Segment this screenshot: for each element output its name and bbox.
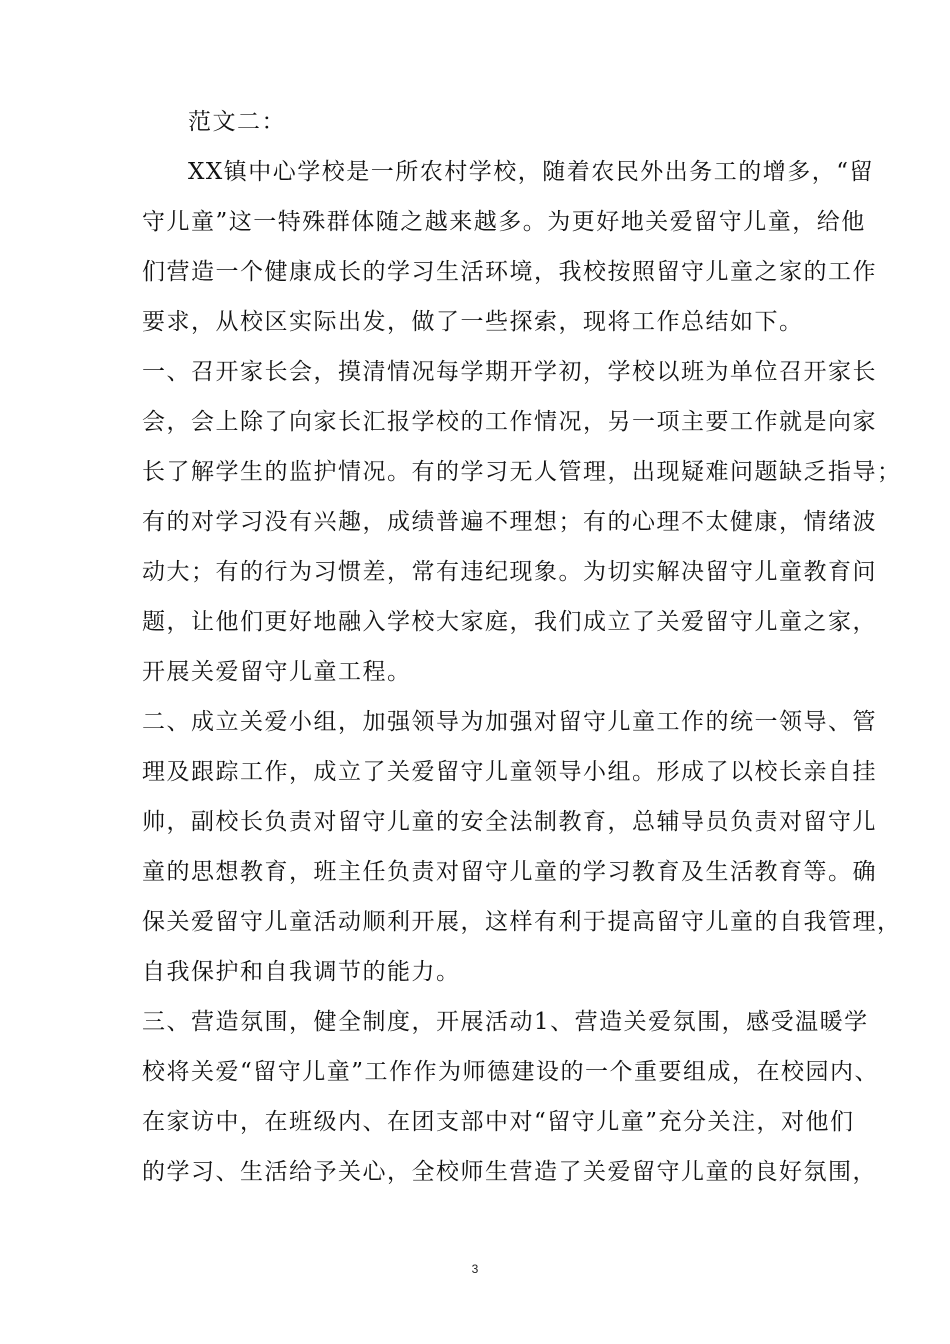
- text-line: 帅，副校长负责对留守儿童的安全法制教育，总辅导员负责对留守儿: [142, 809, 877, 835]
- text-line: 要求，从校区实际出发，做了一些探索，现将工作总结如下。: [142, 309, 804, 335]
- text-line: 题，让他们更好地融入学校大家庭，我们成立了关爱留守儿童之家，: [142, 609, 877, 635]
- text-line: 保关爱留守儿童活动顺利开展，这样有利于提高留守儿童的自我管理，: [142, 909, 902, 935]
- text-line: 开展关爱留守儿童工程。: [142, 659, 412, 685]
- text-line: 理及跟踪工作，成立了关爱留守儿童领导小组。形成了以校长亲自挂: [142, 759, 877, 785]
- text-line: 二、成立关爱小组，加强领导为加强对留守儿童工作的统一领导、管: [142, 709, 877, 735]
- text-line: 一、召开家长会，摸清情况每学期开学初，学校以班为单位召开家长: [142, 359, 877, 385]
- section-heading: 范文二：: [188, 109, 286, 135]
- page-number: 3: [471, 1262, 479, 1276]
- text-line: 动大；有的行为习惯差，常有违纪现象。为切实解决留守儿童教育问: [142, 559, 877, 585]
- text-line: 长了解学生的监护情况。有的学习无人管理，出现疑难问题缺乏指导；: [142, 459, 902, 485]
- text-line: XX镇中心学校是一所农村学校，随着农民外出务工的增多，“留: [188, 159, 875, 185]
- text-line: 在家访中，在班级内、在团支部中对“留守儿童”充分关注，对他们: [142, 1109, 855, 1135]
- text-line: 三、营造氛围，健全制度，开展活动1、营造关爱氛围，感受温暖学: [142, 1009, 869, 1035]
- text-line: 童的思想教育，班主任负责对留守儿童的学习教育及生活教育等。确: [142, 859, 877, 885]
- text-line: 校将关爱“留守儿童”工作作为师德建设的一个重要组成，在校园内、: [142, 1059, 880, 1085]
- text-line: 的学习、生活给予关心，全校师生营造了关爱留守儿童的良好氛围，: [142, 1159, 877, 1185]
- text-line: 们营造一个健康成长的学习生活环境，我校按照留守儿童之家的工作: [142, 259, 877, 285]
- text-line: 有的对学习没有兴趣，成绩普遍不理想；有的心理不太健康，情绪波: [142, 509, 877, 535]
- text-line: 守儿童”这一特殊群体随之越来越多。为更好地关爱留守儿童，给他: [142, 209, 866, 235]
- text-line: 自我保护和自我调节的能力。: [142, 959, 461, 985]
- text-line: 会，会上除了向家长汇报学校的工作情况，另一项主要工作就是向家: [142, 409, 877, 435]
